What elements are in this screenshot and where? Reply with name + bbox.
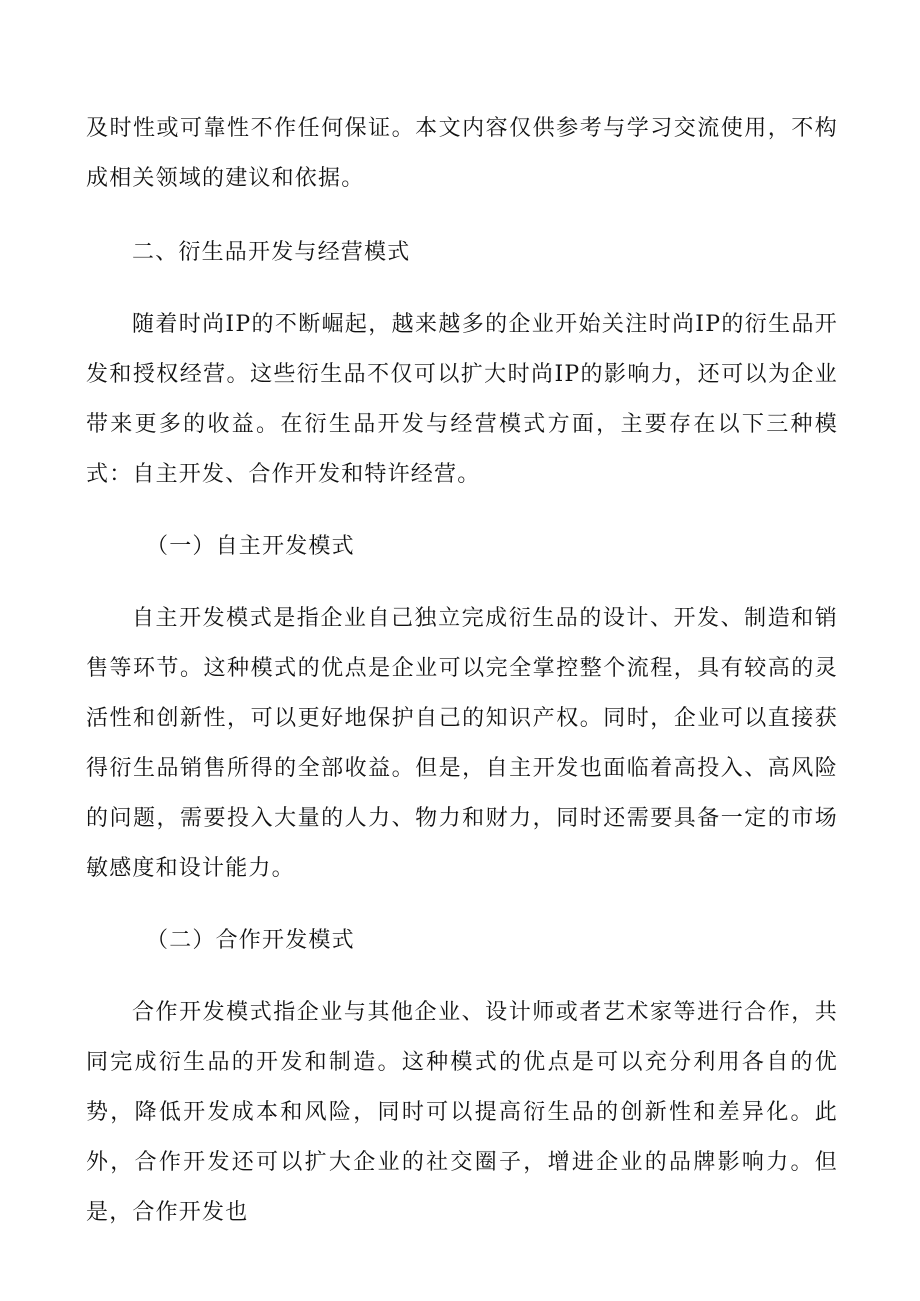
intro-paragraph: 及时性或可靠性不作任何保证。本文内容仅供参考与学习交流使用，不构成相关领域的建议和依据。: [86, 116, 838, 191]
subsection-paragraph-2: 合作开发模式指企业与其他企业、设计师或者艺术家等进行合作，共同完成衍生品的开发和制造。这种模式的优点是可以充分利用各自的优势，降低开发成本和风险，同时可以提高衍生品的创新性和差异化。此外，合作开发还可以扩大企业的社交圈子，增进企业的品牌影响力。但是，合作开发也: [86, 1000, 838, 1225]
subsection-heading-2: （二）合作开发模式: [146, 928, 355, 953]
subsection-paragraph-1: 自主开发模式是指企业自己独立完成衍生品的设计、开发、制造和销售等环节。这种模式的优点是企业可以完全掌控整个流程，具有较高的灵活性和创新性，可以更好地保护自己的知识产权。同时，企业可以直接获得衍生品销售所得的全部收益。但是，自主开发也面临着高投入、高风险的问题，需要投入大量的人力、物力和财力，同时还需要具备一定的市场敏感度和设计能力。: [86, 606, 838, 881]
section-heading: 二、衍生品开发与经营模式: [132, 240, 411, 265]
document-body: [86, 104, 838, 1238]
subsection-heading-1: （一）自主开发模式: [146, 534, 355, 559]
section-paragraph: 随着时尚IP的不断崛起，越来越多的企业开始关注时尚IP的衍生品开发和授权经营。这些衍生品不仅可以扩大时尚IP的影响力，还可以为企业带来更多的收益。在衍生品开发与经营模式方面，主要存在以下三种模式：自主开发、合作开发和特许经营。: [86, 312, 838, 487]
